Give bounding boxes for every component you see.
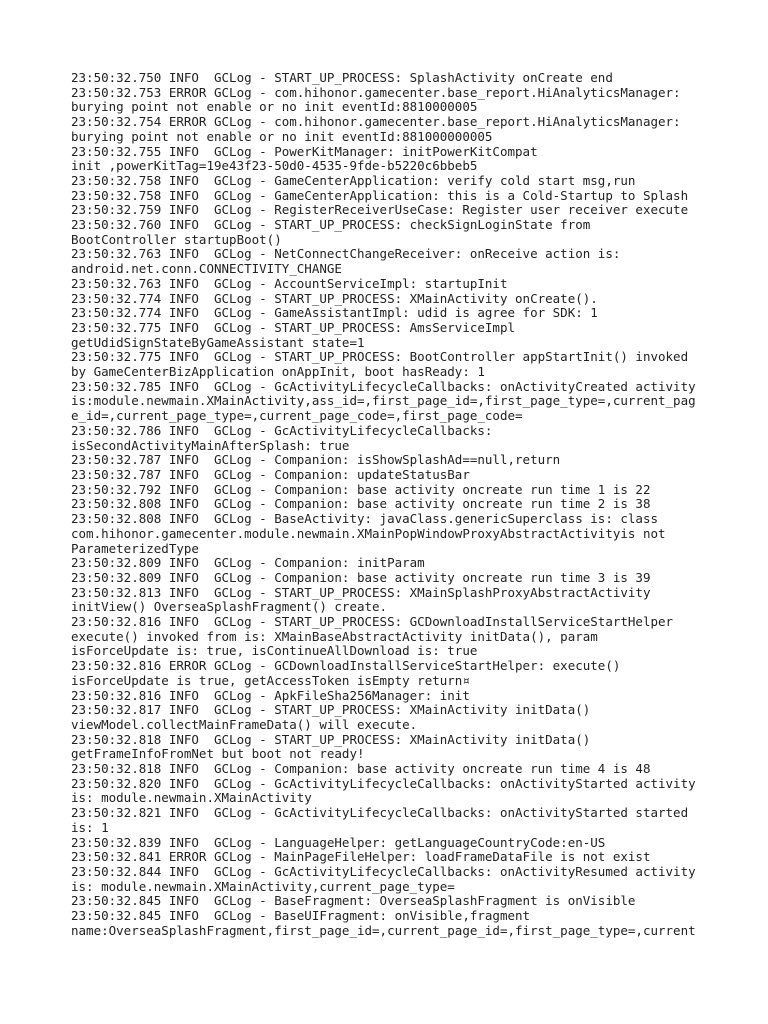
log-line: 23:50:32.758 INFO GCLog - GameCenterApplication: verify cold start msg,run [71, 172, 636, 188]
log-line: 23:50:32.774 INFO GCLog - GameAssistantImpl: udid is agree for SDK: 1 [71, 305, 598, 321]
log-line: is: 1 [71, 819, 109, 835]
log-line: com.hihonor.gamecenter.module.newmain.XMainPopWindowProxyAbstractActivityis not [71, 525, 666, 541]
log-line: isForceUpdate is: true, isContinueAllDownload is: true [71, 643, 478, 659]
log-line: 23:50:32.845 INFO GCLog - BaseFragment: OverseaSplashFragment is onVisible [71, 893, 636, 909]
log-line: 23:50:32.818 INFO GCLog - START_UP_PROCESS: XMainActivity initData() [71, 731, 591, 747]
log-line: 23:50:32.818 INFO GCLog - Companion: base activity oncreate run time 4 is 48 [71, 761, 651, 777]
log-line: 23:50:32.820 INFO GCLog - GcActivityLifecycleCallbacks: onActivityStarted activity [71, 775, 696, 791]
log-line: 23:50:32.813 INFO GCLog - START_UP_PROCESS: XMainSplashProxyAbstractActivity [71, 584, 651, 600]
log-line: 23:50:32.787 INFO GCLog - Companion: isShowSplashAd==null,return [71, 452, 561, 468]
log-line: 23:50:32.758 INFO GCLog - GameCenterApplication: this is a Cold-Startup to Splash [71, 187, 689, 203]
log-line: BootController startupBoot() [71, 231, 282, 247]
log-line: 23:50:32.808 INFO GCLog - Companion: base activity oncreate run time 2 is 38 [71, 496, 651, 512]
log-line: 23:50:32.817 INFO GCLog - START_UP_PROCESS: XMainActivity initData() [71, 702, 591, 718]
log-line: 23:50:32.841 ERROR GCLog - MainPageFileHelper: loadFrameDataFile is not exist [71, 849, 651, 865]
log-line: 23:50:32.753 ERROR GCLog - com.hihonor.gamecenter.base_report.HiAnalyticsManager: [71, 84, 681, 100]
log-line: 23:50:32.816 INFO GCLog - START_UP_PROCESS: GCDownloadInstallServiceStartHelper [71, 614, 674, 630]
log-line: 23:50:32.774 INFO GCLog - START_UP_PROCESS: XMainActivity onCreate(). [71, 290, 598, 306]
log-line: 23:50:32.809 INFO GCLog - Companion: base activity oncreate run time 3 is 39 [71, 569, 651, 585]
log-line: 23:50:32.816 ERROR GCLog - GCDownloadInstallServiceStartHelper: execute() [71, 658, 621, 674]
log-line: 23:50:32.759 INFO GCLog - RegisterReceiverUseCase: Register user receiver execute [71, 202, 689, 218]
log-line: 23:50:32.845 INFO GCLog - BaseUIFragment: onVisible,fragment [71, 908, 531, 924]
log-line: burying point not enable or no init eventId:881000000005 [71, 128, 493, 144]
log-line: ParameterizedType [71, 540, 199, 556]
log-line: 23:50:32.821 INFO GCLog - GcActivityLifecycleCallbacks: onActivityStarted started [71, 805, 689, 821]
log-line: is: module.newmain.XMainActivity [71, 790, 312, 806]
log-line: 23:50:32.839 INFO GCLog - LanguageHelper: getLanguageCountryCode:en-US [71, 834, 606, 850]
log-line: 23:50:32.816 INFO GCLog - ApkFileSha256Manager: init [71, 687, 470, 703]
log-line: 23:50:32.760 INFO GCLog - START_UP_PROCESS: checkSignLoginState from [71, 217, 591, 233]
log-line: 23:50:32.785 INFO GCLog - GcActivityLifecycleCallbacks: onActivityCreated activity [71, 378, 696, 394]
log-line: 23:50:32.786 INFO GCLog - GcActivityLifecycleCallbacks: [71, 422, 493, 438]
log-line: 23:50:32.775 INFO GCLog - START_UP_PROCESS: AmsServiceImpl [71, 319, 516, 335]
log-line: getFrameInfoFromNet but boot not ready! [71, 746, 365, 762]
log-line: burying point not enable or no init eventId:8810000005 [71, 99, 478, 115]
log-line: 23:50:32.755 INFO GCLog - PowerKitManager: initPowerKitCompat [71, 143, 538, 159]
log-line: by GameCenterBizApplication onAppInit, boot hasReady: 1 [71, 364, 485, 380]
log-line: 23:50:32.844 INFO GCLog - GcActivityLifecycleCallbacks: onActivityResumed activity [71, 863, 696, 879]
log-line: 23:50:32.763 INFO GCLog - AccountServiceImpl: startupInit [71, 275, 508, 291]
log-line: name:OverseaSplashFragment,first_page_id=,current_page_id=,first_page_type=,current [71, 922, 696, 938]
log-line: 23:50:32.808 INFO GCLog - BaseActivity: javaClass.genericSuperclass is: class [71, 511, 658, 527]
log-line: init ,powerKitTag=19e43f23-50d0-4535-9fde-b5220c6bbeb5 [71, 158, 478, 174]
log-line: is:module.newmain.XMainActivity,ass_id=,first_page_id=,first_page_type=,current_pag [71, 393, 696, 409]
log-line: e_id=,current_page_type=,current_page_code=,first_page_code= [71, 408, 523, 424]
log-line: isForceUpdate is true, getAccessToken isEmpty return¤ [71, 672, 470, 688]
log-line: 23:50:32.792 INFO GCLog - Companion: base activity oncreate run time 1 is 22 [71, 481, 651, 497]
log-line: 23:50:32.754 ERROR GCLog - com.hihonor.gamecenter.base_report.HiAnalyticsManager: [71, 114, 681, 130]
log-line: 23:50:32.775 INFO GCLog - START_UP_PROCESS: BootController appStartInit() invoked [71, 349, 689, 365]
log-line: android.net.conn.CONNECTIVITY_CHANGE [71, 261, 342, 277]
log-line: isSecondActivityMainAfterSplash: true [71, 437, 350, 453]
log-line: getUdidSignStateByGameAssistant state=1 [71, 334, 365, 350]
log-line: is: module.newmain.XMainActivity,current_page_type= [71, 878, 455, 894]
log-line: 23:50:32.763 INFO GCLog - NetConnectChangeReceiver: onReceive action is: [71, 246, 621, 262]
log-text-block [71, 71, 711, 938]
log-line: 23:50:32.787 INFO GCLog - Companion: updateStatusBar [71, 466, 470, 482]
log-line: viewModel.collectMainFrameData() will execute. [71, 716, 418, 732]
log-line: initView() OverseaSplashFragment() create. [71, 599, 388, 615]
log-line: execute() invoked from is: XMainBaseAbstractActivity initData(), param [71, 628, 598, 644]
log-line: 23:50:32.750 INFO GCLog - START_UP_PROCESS: SplashActivity onCreate end [71, 70, 613, 85]
log-line: 23:50:32.809 INFO GCLog - Companion: initParam [71, 555, 425, 571]
